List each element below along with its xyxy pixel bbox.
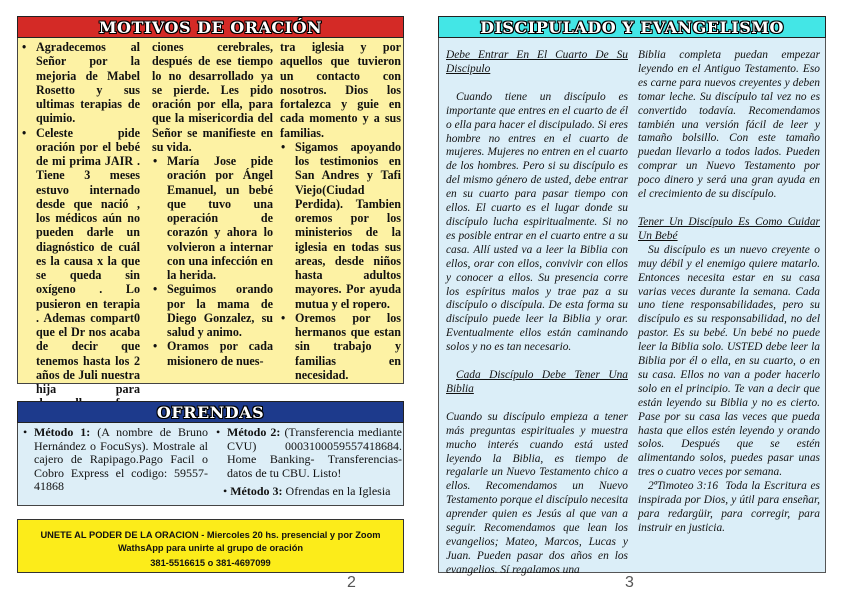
prayer-item-text: Oramos por cada misionero de nues-: [167, 339, 273, 368]
section-3-title: Tener Un Discípulo Es Como Cuidar Un Bebé: [638, 215, 820, 242]
metodo-2-text: (Transferencia mediante CVU) 0003100059557418684. Home Banking- Transferencias- datos de tu CBU. Listo!: [227, 425, 402, 480]
ofrendas-title: OFRENDAS: [156, 402, 265, 422]
ofrendas-box: [17, 423, 404, 506]
prayer-item-text: Celeste pide oración por el bebé de mi prima JAIR . Tiene 3 meses estuvo internado desde que nació , los médicos aún no pueden darle un diagnóstico de cuál es la causa x la que se queda sin oxígeno . Lo pusieron en terapia . Ademas compart0 que el Dr nos acaba de decir que tenemos hasta los 2 años de Juli nuestra hija para: [36, 125, 140, 396]
prayer-item: [280, 311, 401, 382]
prayer-item: [280, 40, 401, 140]
section-2-title: Cada Discípulo Debe Tener Una Biblia: [446, 369, 628, 395]
prayer-item-text: María Jose pide oración por Ángel Emanuel, un bebé que tuvo una operación de corazón y ahora lo volvieron a internar con una infección en la herida.: [167, 154, 273, 282]
discipulado-column-1: [446, 49, 628, 578]
prayer-item: [21, 40, 140, 126]
motivos-column-1: [21, 40, 140, 411]
motivos-header: [17, 16, 404, 38]
metodo-1-text: (A nombre de Bruno Hernández o FocuSys). Mostrale al cajero de Rapipago.Pago Facil o Cobro Express el codigo: 59557-41868: [34, 425, 208, 493]
ofrendas-header: [17, 401, 404, 423]
section-1-text: Cuando tiene un discípulo es importante que entres en el cuarto de él o ella para hacer el discipulado. Si eres hombre no entres en el cuarto de mujeres. Mujeres no entren en el cuarto de los hombres. Pero si su discípulo es del mismo género de usted, debe entrar en su cuarto para pasar tiempo con ellos. El cuarto es el lugar donde su discípulo lucha espiritualmente. Si no es posible entrar en el cuarto entre a su casa. Allí usted va a leer la Biblia con ellos, orar con ellos, convivir con ellos y conocer a ellos. Su presencia corre los espíritus malos y trae paz a su discípulo o discípula. De esta forma su discípulo puede leer la Biblia y orar. Eventualmente ellos están caminando solos y no es tan necesario.: [446, 90, 628, 354]
bullet: •: [153, 154, 158, 168]
unete-line-2: WathsApp para unirte al grupo de oración: [117, 543, 304, 553]
prayer-item-text: tra iglesia y por aquellos que tuvieron un contacto con nosotros. Dios los fortalezca y guie en cada momento y a sus familias.: [280, 40, 401, 140]
page-number-right: 3: [625, 574, 634, 591]
bullet: •: [153, 339, 158, 354]
metodo-2-label: Método 2:: [227, 425, 281, 439]
metodo-2: • Método 2: (Transferencia mediante CVU) 0003100059557418684. Home Banking- Transferencias- datos de tu CBU. Listo!: [216, 425, 402, 480]
bullet: •: [281, 139, 286, 154]
prayer-item: [152, 154, 273, 282]
motivos-column-2: [152, 40, 273, 368]
bullet: •: [281, 310, 286, 325]
metodo-3: • Método 3: Ofrendas en la Iglesia: [223, 484, 391, 498]
prayer-item: [152, 339, 273, 368]
prayer-item: [152, 282, 273, 339]
section-2-continued: Biblia completa puedan empezar leyendo en el Antiguo Testamento. Eso es carne para nuevos creyentes y deben tomar leche. Su discípulo tal vez no es convertido todavía. Recomendamos también una versión fácil de leer y tamaño bolsillo. Con este tamaño puedan llevarlo a todos lados. Pueden comprar un Nuevo Testamento por poco dinero y será una gran ayuda en el crecimiento de su discípulo.: [638, 49, 820, 201]
discipulado-title: DISCIPULADO Y EVANGELISMO: [480, 17, 784, 37]
page-number-left: 2: [347, 574, 356, 591]
bullet: •: [153, 282, 158, 297]
metodo-1: • Método 1: (A nombre de Bruno Hernández o FocuSys). Mostrale al cajero de Rapipago.Pago Facil o Cobro Express el codigo: 59557-41868: [23, 425, 208, 493]
prayer-item-text: Oremos por los hermanos que estan sin trabajo y familias en necesidad.: [295, 310, 401, 382]
bullet: •: [22, 40, 27, 54]
prayer-item-text: Agradecemos al Señor por la mejoria de Mabel Rosetto y sus ultimas terapias de quimio.: [36, 40, 140, 126]
verse-text: Toda la Escritura es inspirada por Dios, y útil para enseñar, para redargüir, para corregir, para instruir en justicia.: [638, 480, 820, 534]
motivos-column-3: [280, 40, 401, 382]
prayer-item: [152, 40, 273, 154]
bullet: •: [22, 125, 27, 140]
discipulado-column-2: [638, 49, 820, 536]
section-1-title: Debe Entrar En El Cuarto De Su Discipulo: [446, 49, 628, 75]
prayer-item-text: Seguimos orando por la mama de Diego Gonzalez, su salud y animo.: [167, 282, 273, 339]
metodo-3-label: Método 3:: [230, 484, 283, 498]
section-2-text: Cuando su discípulo empieza a tener más preguntas espirituales y muestra mucho interés cuando está usted leyendo la Biblia, es tiempo de regalarle un Nuevo Testamento chico a ellos. Recomendamos un Nuevo Testamento porque el discípulo necesita aprender quien es Jesús al que van a seguir. Recomendamos que lean los evangelios; Mateo, Marcos, Lucas y Juan. Pueden pasar dos años en los evangelios. Sí regalamos una: [446, 410, 629, 576]
metodo-1-label: Método 1:: [34, 425, 91, 439]
motivos-title: MOTIVOS DE ORACIÓN: [98, 17, 323, 37]
discipulado-header: [438, 16, 826, 38]
unete-line-1: UNETE AL PODER DE LA ORACION - Miercoles 20 hs. presencial y por Zoom: [40, 530, 381, 540]
section-3-text: Su discípulo es un nuevo creyente o muy débil y el enemigo quiere matarlo. Entonces necesita estar en su casa varias veces durante la semana. Cada uno tiene responsabilidades, pero su discípulo es su responsabilidad, no del pastor. Es su bebé. Un bebé no puede leer la Biblia solo. USTED debe leer la Biblia por él o ella, en su cuarto, o en su casa. Ellos no van a poder hacerlo solo en el principio. Te van a decir que están leyendo su Biblia y no es cierto. Pase por su casa las veces que pueda hasta que ellos estén leyendo y orando solos. Después que se estén alimentando solos, puedes pasar unas tres o cuatro veces por semana.: [638, 243, 820, 479]
verse: [638, 480, 820, 536]
verse-reference: 2ªTimoteo 3:16: [648, 480, 719, 493]
prayer-item: [280, 140, 401, 311]
unete-phones: 381-5516615 o 381-4697099: [150, 558, 271, 568]
prayer-item: [21, 126, 140, 411]
prayer-item-text: Sigamos apoyando los testimonios en San Andres y Tafi Viejo(Ciudad Perdida). Tambien oremos por los ministerios de la iglesia en todas sus areas, desde niños hasta adultos mayores. Por ayuda mutua y el ropero.: [295, 139, 401, 311]
metodo-3-text: Ofrendas en la Iglesia: [285, 484, 391, 498]
unete-banner: [17, 519, 404, 573]
prayer-item-text: ciones cerebrales, después de ese tiempo lo no desarrollado ya se pierde. Les pido oración por ella, para que la misericordia del Señor se manifieste en su vida.: [152, 40, 273, 154]
motivos-box: [17, 38, 404, 396]
